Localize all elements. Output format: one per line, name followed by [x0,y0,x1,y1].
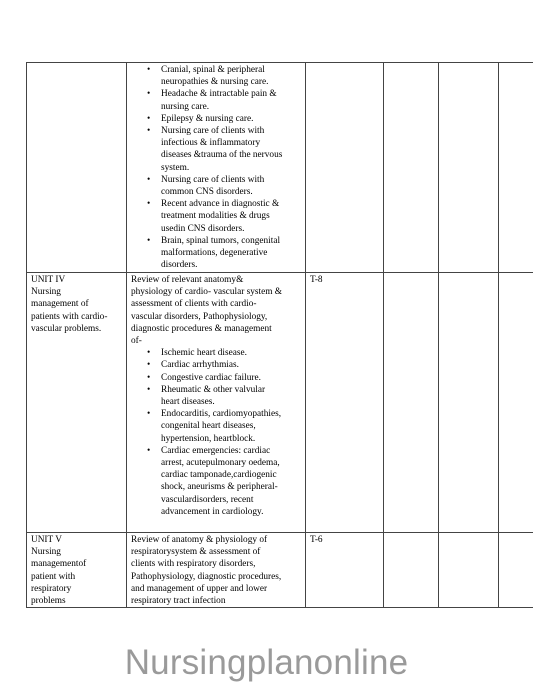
content-line: respiratory tract infection [131,596,226,607]
topic-line: • Epilepsy & nursing care. [161,113,254,124]
topic-line: • Recent advance in diagnostic & [161,199,280,210]
topic-line: congenital heart diseases, [161,421,256,432]
topic-line: • Cranial, spinal & peripheral [161,65,265,75]
empty-cell-4 [384,533,439,608]
syllabus-table [26,62,533,608]
content-line: assessment of clients with cardio- [131,299,257,310]
watermark: Nursingplanonline [124,643,409,682]
topic-item [161,235,301,272]
topic-line: shock, aneurisms & peripheral- [161,482,278,493]
empty-cell-5 [439,273,499,533]
topic-item [161,445,301,518]
topic-line: arrest, acutepulmonary oedema, [161,458,280,469]
topic-item [161,88,301,112]
topic-item [161,359,301,371]
unit-line: UNIT V [31,535,62,545]
topic-line: • Cardiac arrhythmias. [161,360,239,371]
unit-line: UNIT IV [31,275,66,285]
table-row [27,63,533,273]
hours-cell: T-6 [306,533,384,608]
table-row [27,273,533,533]
content-line: Review of relevant anatomy& [131,275,244,285]
empty-cell-5 [439,63,499,273]
content-intro [131,274,301,347]
syllabus-table-body [27,63,533,608]
unit-line: patients with cardio- [31,311,108,322]
topic-item [161,384,301,408]
content-line: Review of anatomy & physiology of [131,535,268,545]
hours-cell: T-8 [306,273,384,533]
topic-line: • Rheumatic & other valvular [161,384,266,395]
topic-line: disorders. [161,260,198,271]
topic-line: vasculardisorders, recent [161,494,254,505]
empty-cell-4 [384,63,439,273]
topic-line: • Congestive cardiac failure. [161,372,261,383]
topic-line: • Nursing care of clients with [161,174,265,185]
topic-item [161,64,301,88]
topic-line: cardiac tamponade,cardiogenic [161,470,277,481]
topic-item [161,174,301,198]
empty-cell-5 [439,533,499,608]
content-line: vascular disorders, Pathophysiology, [131,311,268,322]
content-intro [131,534,301,607]
topic-line: treatment modalities & drugs [161,211,270,222]
topic-item [161,347,301,359]
unit-line: management of [31,299,89,310]
topic-line: • Ischemic heart disease. [161,348,247,359]
table-row [27,533,533,608]
topic-line: usedin CNS disorders. [161,223,245,234]
topic-line: • Endocarditis, cardiomyopathies, [161,409,282,420]
unit-line: respiratory [31,583,72,594]
topic-line: • Headache & intractable pain & [161,89,277,100]
topic-item [161,372,301,384]
content-line: Pathophysiology, diagnostic procedures, [131,571,282,582]
unit-line: managementof [31,559,87,570]
topic-line: system. [161,162,190,173]
unit-line: patient with [31,571,76,582]
topic-line: diseases &trauma of the nervous [161,150,283,161]
content-cell [127,63,306,273]
content-line: of- [131,336,142,347]
topic-line: • Brain, spinal tumors, congenital [161,235,281,246]
unit-cell [27,63,127,273]
unit-cell [27,533,127,608]
topic-line: nursing care. [161,101,210,112]
topic-line: infectious & inflammatory [161,138,261,149]
unit-line: vascular problems. [31,323,102,334]
topic-line: malformations, degenerative [161,248,268,259]
empty-cell-4 [384,273,439,533]
unit-cell [27,273,127,533]
topic-list [131,347,301,518]
topic-list [131,64,301,271]
empty-cell-6 [499,273,533,533]
hours-cell [306,63,384,273]
topic-item [161,113,301,125]
topic-line: • Cardiac emergencies: cardiac [161,445,271,456]
content-cell [127,533,306,608]
topic-line: hypertension, heartblock. [161,433,256,444]
content-line: respiratorysystem & assessment of [131,547,261,558]
content-line: diagnostic procedures & management [131,323,272,334]
topic-item [161,408,301,445]
topic-item [161,198,301,235]
topic-line: common CNS disorders. [161,187,253,198]
content-line: and management of upper and lower [131,583,268,594]
unit-line: Nursing [31,287,61,298]
topic-line: neuropathies & nursing care. [161,77,269,88]
content-line: clients with respiratory disorders, [131,559,256,570]
unit-line: Nursing [31,547,61,558]
topic-item [161,125,301,174]
empty-cell-6 [499,533,533,608]
empty-cell-6 [499,63,533,273]
unit-line: problems [31,596,66,607]
content-cell [127,273,306,533]
topic-line: • Nursing care of clients with [161,126,265,137]
content-line: physiology of cardio- vascular system & [131,287,283,298]
topic-line: advancement in cardiology. [161,506,264,517]
topic-line: heart diseases. [161,397,215,408]
